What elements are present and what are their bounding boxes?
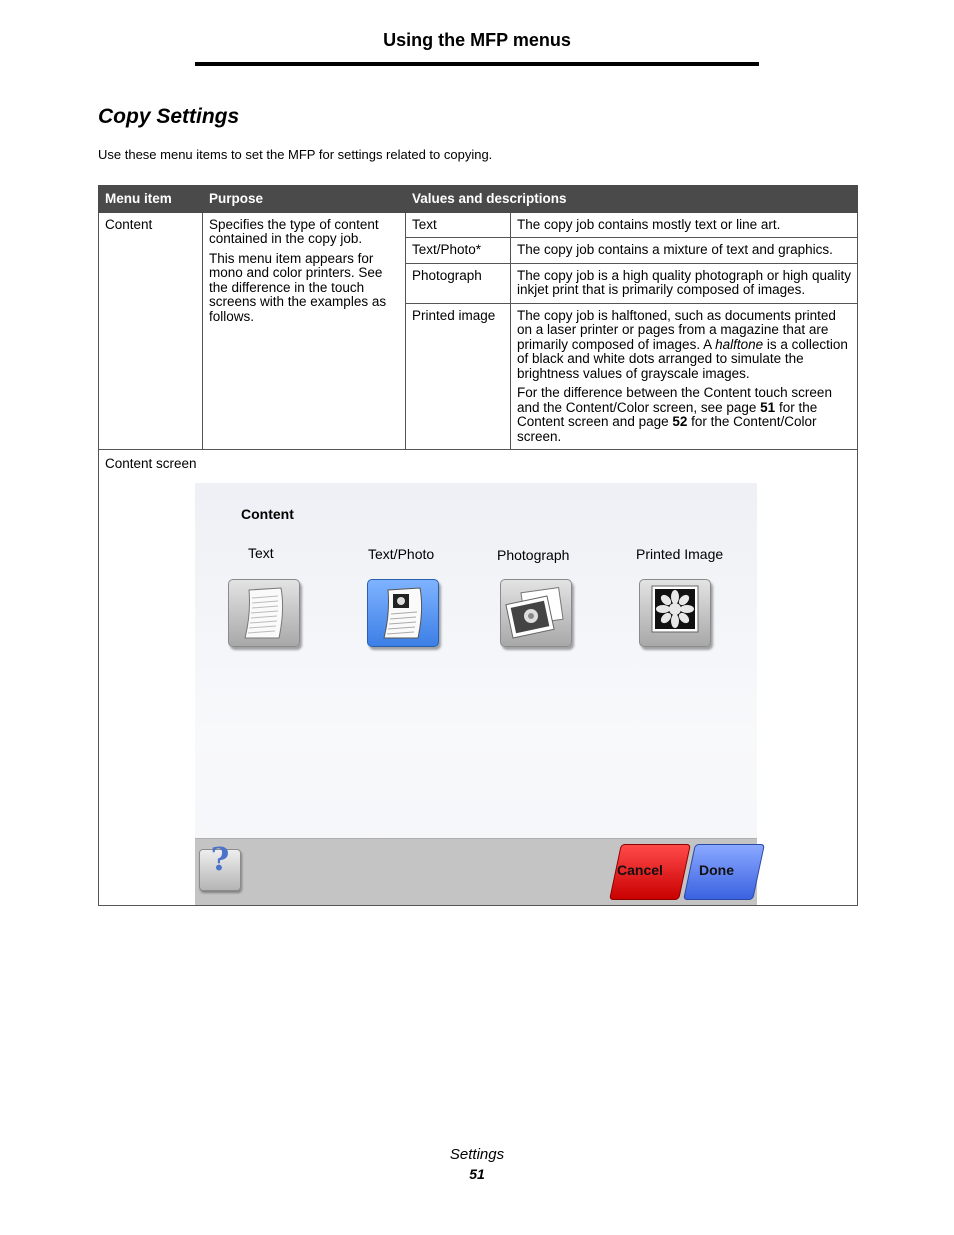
option-label-printed-image: Printed Image bbox=[636, 546, 724, 562]
value-name: Text bbox=[406, 212, 511, 238]
screen-title: Content bbox=[241, 506, 294, 522]
printed-image-desc: The copy job is halftoned, such as documents printed on a laser printer or pages from a magazine that are primarily composed of images. A halftone is a collection of black and white dots arranged to simulate the brightness values of grayscale images. bbox=[517, 307, 848, 381]
header-title: Using the MFP menus bbox=[383, 30, 571, 50]
option-label-photograph: Photograph bbox=[497, 547, 570, 563]
printed-image-option-button[interactable] bbox=[639, 579, 711, 647]
screen-row bbox=[99, 450, 858, 906]
text-page-icon bbox=[229, 580, 299, 646]
footer-page-number: 51 bbox=[469, 1166, 485, 1182]
value-desc: The copy job is a high quality photograph or high quality inkjet print that is primarily composed of images. bbox=[511, 263, 858, 303]
value-name: Photograph bbox=[406, 263, 511, 303]
header-menu-item: Menu item bbox=[99, 186, 203, 213]
photograph-icon bbox=[501, 580, 571, 646]
section-title: Copy Settings bbox=[98, 105, 240, 128]
done-label: Done bbox=[699, 862, 734, 878]
option-label-text: Text bbox=[248, 545, 274, 561]
copy-settings-table bbox=[98, 185, 858, 906]
header-purpose: Purpose bbox=[203, 186, 406, 213]
text-photo-option-button[interactable] bbox=[367, 579, 439, 647]
question-mark-icon: ? bbox=[210, 840, 230, 878]
help-button[interactable] bbox=[199, 840, 241, 891]
menu-item-cell: Content bbox=[99, 212, 203, 450]
page-ref-51: 51 bbox=[760, 399, 776, 415]
option-label-text-photo: Text/Photo bbox=[368, 546, 435, 562]
value-desc bbox=[511, 303, 858, 450]
page-ref-52: 52 bbox=[672, 414, 688, 429]
text-photo-page-icon bbox=[368, 580, 438, 646]
value-name: Printed image bbox=[406, 303, 511, 450]
screen-bottom-bar bbox=[195, 838, 757, 905]
purpose-cell bbox=[203, 212, 406, 450]
table-header-row bbox=[99, 186, 858, 213]
purpose-text-1: Specifies the type of content contained in the copy job. bbox=[209, 216, 379, 246]
value-desc: The copy job contains a mixture of text and graphics. bbox=[511, 238, 858, 264]
table-row bbox=[99, 212, 858, 238]
halftone-term: halftone bbox=[715, 336, 764, 352]
text-option-button[interactable] bbox=[228, 579, 300, 647]
footer-section-name: Settings bbox=[449, 1146, 505, 1163]
printed-image-note: For the difference between the Content touch screen and the Content/Color screen, see page 51 for the Content screen and page 52 for the Content/Color screen. bbox=[517, 385, 832, 444]
photograph-option-button[interactable] bbox=[500, 579, 572, 647]
purpose-text-2: This menu item appears for mono and color printers. See the difference in the touch screens with the examples as follows. bbox=[209, 250, 387, 324]
content-touch-screen bbox=[195, 483, 757, 904]
printed-image-icon bbox=[640, 580, 710, 646]
screen-label: Content screen bbox=[105, 456, 197, 471]
intro-text: Use these menu items to set the MFP for settings related to copying. bbox=[98, 147, 493, 162]
value-name: Text/Photo* bbox=[406, 238, 511, 264]
screen-cell bbox=[99, 450, 858, 906]
value-desc: The copy job contains mostly text or line art. bbox=[511, 212, 858, 238]
header-rule bbox=[195, 62, 759, 66]
cancel-label: Cancel bbox=[617, 862, 663, 878]
header-values: Values and descriptions bbox=[406, 186, 858, 213]
